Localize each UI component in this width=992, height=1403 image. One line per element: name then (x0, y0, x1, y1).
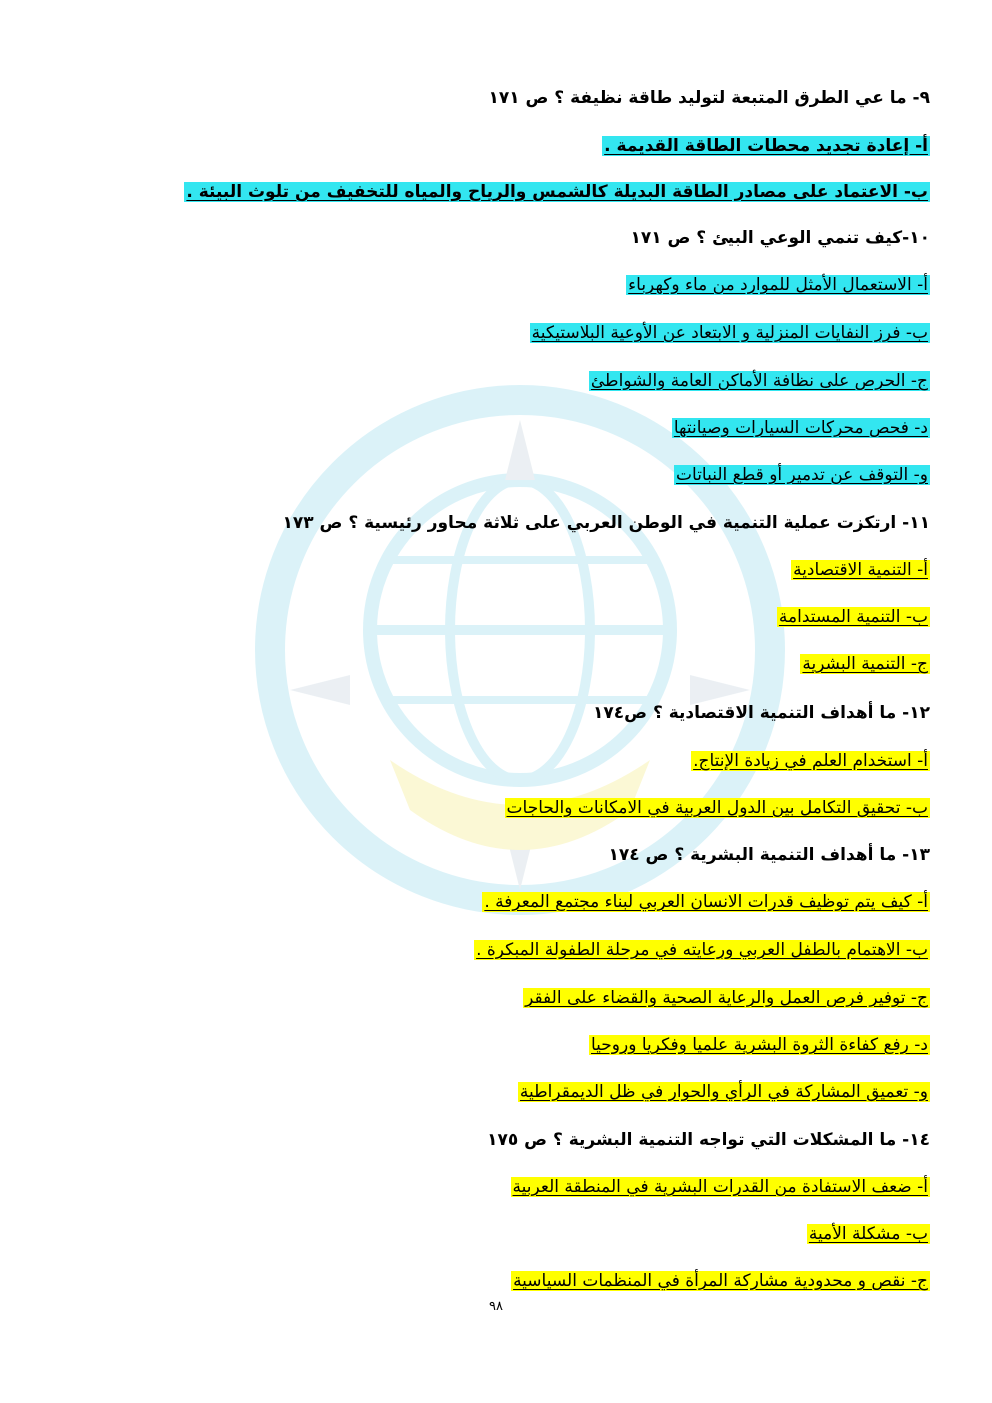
q12-answer-a: أ- استخدام العلم في زيادة الإنتاج. (693, 751, 928, 771)
question-9: ٩- ما عي الطرق المتبعة لتوليد طاقة نظيفة ؟ ص ١٧١ (488, 88, 930, 108)
question-10: ١٠-كيف تنمي الوعي البيئ ؟ ص ١٧١ (630, 228, 930, 248)
q13-answer-a: أ- كيف يتم توظيف قدرات الانسان العربي لبناء مجتمع المعرفة . (484, 892, 928, 912)
q14-answer-b: ب- مشكلة الأمية (808, 1224, 928, 1244)
q10-answer-a: أ- الاستعمال الأمثل للموارد من ماء وكهرباء (628, 275, 928, 295)
q11-answer-a: أ- التنمية الاقتصادية (793, 560, 928, 580)
q11-answer-c: ج- التنمية البشرية (802, 654, 928, 674)
q14-answer-c: ج- نقص و محدودية مشاركة المرأة في المنظمات السياسية (513, 1271, 928, 1291)
page-number: ٩٨ (489, 1299, 503, 1314)
q10-answer-b: ب- فرز النفايات المنزلية و الابتعاد عن الأوعية البلاستيكية (531, 323, 928, 343)
q9-answer-a: أ- إعادة تجديد محطات الطاقة القديمة . (604, 136, 928, 156)
question-11: ١١- ارتكزت عملية التنمية في الوطن العربي على ثلاثة محاور رئيسية ؟ ص ١٧٣ (282, 513, 930, 533)
question-13: ١٣- ما أهداف التنمية البشرية ؟ ص ١٧٤ (608, 845, 930, 865)
q9-answer-b: ب- الاعتماد على مصادر الطاقة البديلة كالشمس والرياح والمياه للتخفيف من تلوث البيئة . (186, 182, 928, 202)
q10-answer-e: و- التوقف عن تدمير أو قطع النباتات (676, 465, 928, 485)
question-12: ١٢- ما أهداف التنمية الاقتصادية ؟ ص١٧٤ (593, 703, 930, 723)
q13-answer-b: ب- الاهتمام بالطفل العربي ورعايته في مرحلة الطفولة المبكرة . (476, 940, 928, 960)
q14-answer-a: أ- ضعف الاستفادة من القدرات البشرية في المنطقة العربية (512, 1177, 928, 1197)
q11-answer-b: ب- التنمية المستدامة (778, 607, 928, 627)
q10-answer-c: ج- الحرص على نظافة الأماكن العامة والشواطئ (590, 371, 928, 391)
q13-answer-e: و- تعميق المشاركة في الرأي والحوار في ظل الديمقراطية (519, 1082, 928, 1102)
q12-answer-b: ب- تحقيق التكامل بين الدول العربية في الامكانات والحاجات (506, 798, 928, 818)
q13-answer-d: د- رفع كفاءة الثروة البشرية علميا وفكريا وروحيا (590, 1035, 928, 1055)
q13-answer-c: ج- توفير فرص العمل والرعاية الصحية والقضاء على الفقر (525, 988, 928, 1008)
q10-answer-d: د- فحص محركات السيارات وصيانتها (673, 418, 928, 438)
question-14: ١٤- ما المشكلات التي تواجه التنمية البشرية ؟ ص ١٧٥ (487, 1130, 930, 1150)
